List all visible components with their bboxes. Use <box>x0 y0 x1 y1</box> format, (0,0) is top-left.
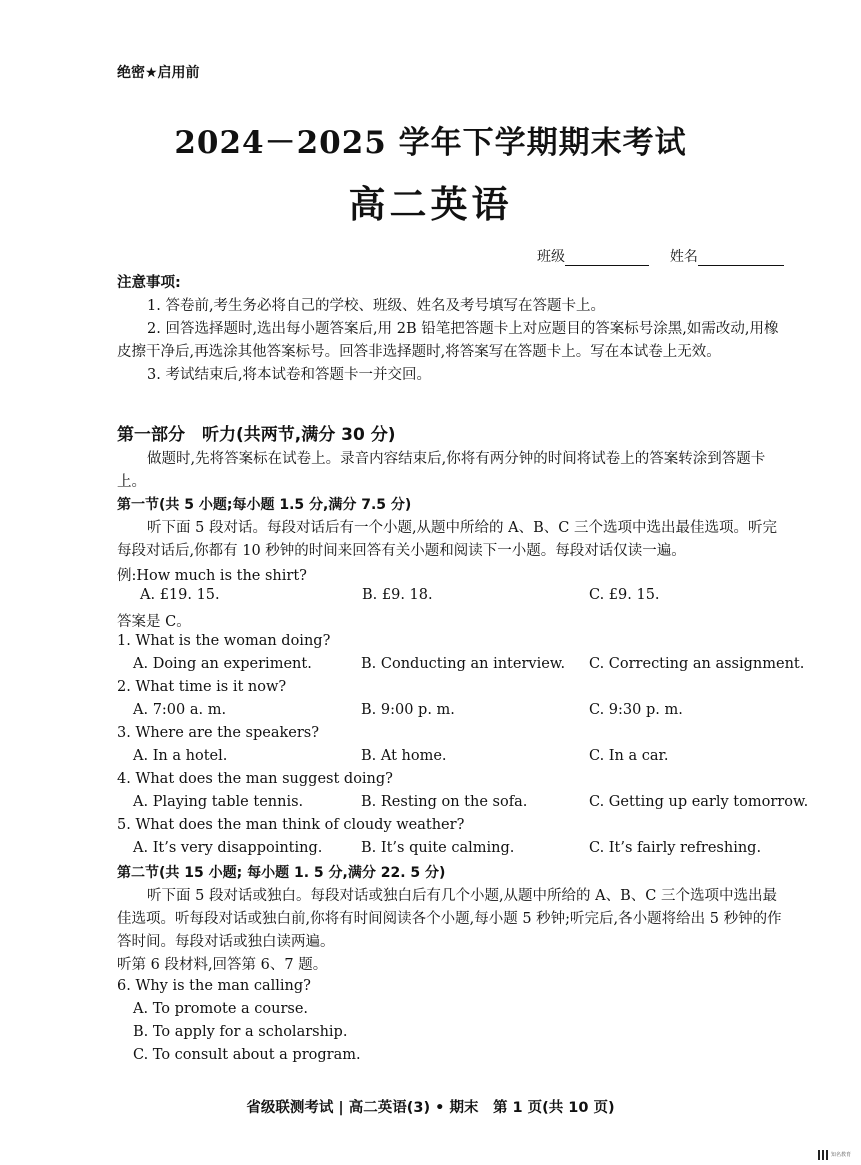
notice-section <box>117 272 787 387</box>
example-option-a: A. £19. 15. <box>140 587 220 603</box>
qr-code-icon <box>818 1150 828 1160</box>
question-3-option-b: B. At home. <box>361 748 447 764</box>
question-6-option-c: C. To consult about a program. <box>133 1047 361 1063</box>
section2-title: 第二节(共 15 小题; 每小题 1. 5 分,满分 22. 5 分) <box>117 865 446 881</box>
notice-title: 注意事项: <box>117 275 181 291</box>
section2-intro: 听下面 5 段对话或独白。每段对话或独白后有几个小题,从题中所给的 A、B、C 三个选项中选出最佳选项。听每段对话或独白前,你将有时间阅读各个小题,每小题 5 秒钟;听完后,各小题将给出 5 秒钟的作答时间。每段对话或独白读两遍。 <box>117 888 782 950</box>
question-6-option-a: A. To promote a course. <box>133 1001 309 1017</box>
name-label: 姓名 <box>669 249 698 265</box>
student-info <box>537 246 784 266</box>
material-6-instruction: 听第 6 段材料,回答第 6、7 题。 <box>117 957 328 973</box>
question-2-option-a: A. 7:00 a. m. <box>133 702 227 718</box>
watermark-text: 知名教育 <box>831 1152 852 1158</box>
question-2: 2. What time is it now? <box>117 679 287 695</box>
question-1: 1. What is the woman doing? <box>117 633 331 649</box>
question-4-option-c: C. Getting up early tomorrow. <box>589 794 809 810</box>
question-1-option-a: A. Doing an experiment. <box>133 656 312 672</box>
exam-title: 2024－2025 学年下学期期末考试 <box>174 125 687 161</box>
example-answer: 答案是 C。 <box>117 614 191 630</box>
notice-item-1: 1. 答卷前,考生务必将自己的学校、班级、姓名及考号填写在答题卡上。 <box>147 298 606 314</box>
page-footer: 省级联测考试 | 高二英语(3) • 期末 第 1 页(共 10 页) <box>246 1100 615 1116</box>
example-option-c: C. £9. 15. <box>589 587 660 603</box>
question-3: 3. Where are the speakers? <box>117 725 319 741</box>
question-1-option-c: C. Correcting an assignment. <box>589 656 805 672</box>
question-3-option-c: C. In a car. <box>589 748 669 764</box>
question-5-option-a: A. It’s very disappointing. <box>133 840 323 856</box>
part1-section <box>117 422 787 563</box>
question-4-option-b: B. Resting on the sofa. <box>361 794 528 810</box>
name-blank[interactable] <box>698 251 784 266</box>
notice-item-3: 3. 考试结束后,将本试卷和答题卡一并交回。 <box>147 367 432 383</box>
part1-intro: 做题时,先将答案标在试卷上。录音内容结束后,你将有两分钟的时间将试卷上的答案转涂到答题卡上。 <box>117 451 766 490</box>
question-5: 5. What does the man think of cloudy weather? <box>117 817 465 833</box>
question-4: 4. What does the man suggest doing? <box>117 771 393 787</box>
question-5-option-b: B. It’s quite calming. <box>361 840 515 856</box>
notice-item-2: 2. 回答选择题时,选出每小题答案后,用 2B 铅笔把答题卡上对应题目的答案标号涂黑,如需改动,用橡皮擦干净后,再选涂其他答案标号。回答非选择题时,将答案写在答题卡上。写在本试卷上无效。 <box>117 321 779 360</box>
subject-title: 高二英语 <box>348 182 513 226</box>
part1-title: 第一部分 听力(共两节,满分 30 分) <box>117 425 396 445</box>
secret-mark: 绝密★启用前 <box>117 65 200 81</box>
example-option-b: B. £9. 18. <box>362 587 433 603</box>
section1-title: 第一节(共 5 小题;每小题 1.5 分,满分 7.5 分) <box>117 497 412 513</box>
class-blank[interactable] <box>565 251 649 266</box>
class-label: 班级 <box>537 249 565 265</box>
question-3-option-a: A. In a hotel. <box>133 748 228 764</box>
question-6: 6. Why is the man calling? <box>117 978 311 994</box>
question-6-option-b: B. To apply for a scholarship. <box>133 1024 348 1040</box>
example-question: 例:How much is the shirt? <box>117 568 307 584</box>
question-4-option-a: A. Playing table tennis. <box>133 794 304 810</box>
question-5-option-c: C. It’s fairly refreshing. <box>589 840 762 856</box>
question-2-option-c: C. 9:30 p. m. <box>589 702 683 718</box>
question-2-option-b: B. 9:00 p. m. <box>361 702 455 718</box>
section2 <box>117 862 787 977</box>
question-1-option-b: B. Conducting an interview. <box>361 656 566 672</box>
section1-intro: 听下面 5 段对话。每段对话后有一个小题,从题中所给的 A、B、C 三个选项中选出最佳选项。听完每段对话后,你都有 10 秒钟的时间来回答有关小题和阅读下一小题。每段对话仅读一遍。 <box>117 520 777 559</box>
